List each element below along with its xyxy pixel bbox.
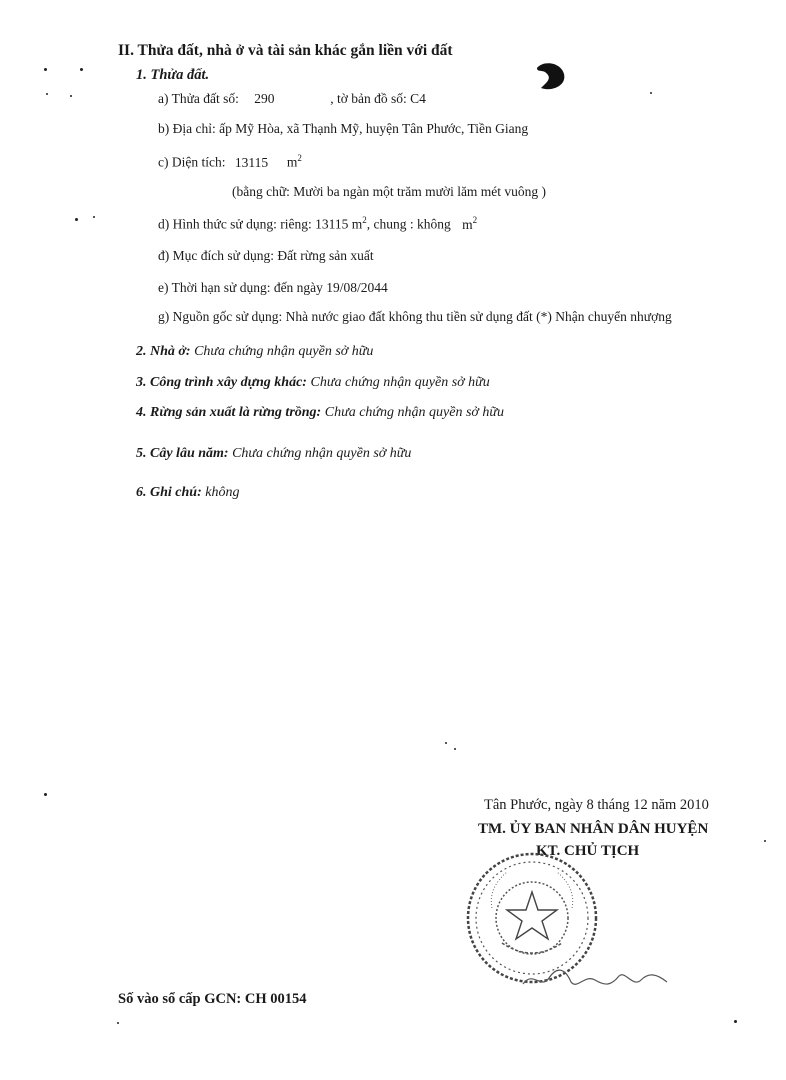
term-line: e) Thời hạn sử dụng: đến ngày 19/08/2044: [158, 280, 388, 295]
scan-speck: [93, 216, 95, 218]
item-house-label: 2. Nhà ở:: [136, 344, 191, 359]
scan-speck: [46, 93, 48, 95]
handwritten-signature-icon: [515, 960, 675, 996]
parcel-number: 290: [254, 91, 275, 106]
item-note: [136, 485, 239, 501]
item-house-value: Chưa chứng nhận quyền sở hữu: [194, 344, 374, 359]
item-perennial: [136, 446, 411, 462]
scan-speck: [44, 793, 47, 796]
area-unit: m: [286, 154, 298, 170]
scan-speck: [445, 742, 447, 744]
item-construction-value: Chưa chứng nhận quyền sở hữu: [310, 375, 490, 390]
area-line: c) Diện tích: 13115 $m^2$: [158, 153, 302, 170]
area-value: 13115: [234, 154, 269, 170]
section-title: II. Thửa đất, nhà ở và tài sản khác gắn liền với đất: [118, 42, 453, 59]
scan-speck: [650, 92, 652, 94]
item-note-label: 6. Ghi chú:: [136, 485, 202, 500]
scan-speck: [454, 748, 456, 750]
usage-form-line: d) Hình thức sử dụng: riêng: 13115 $m^2$, chung : không $m^2$: [158, 215, 478, 232]
origin-line: g) Nguồn gốc sử dụng: Nhà nước giao đất không thu tiền sử dụng đất (*) Nhận chuyển nhượng: [158, 309, 672, 324]
item-note-value: không: [205, 485, 240, 500]
area-in-words: (bằng chữ: Mười ba ngàn một trăm mười lăm mét vuông ): [232, 184, 547, 199]
item-forest-label: 4. Rừng sản xuất là rừng trồng:: [136, 405, 322, 420]
place-date: Tân Phước, ngày 8 tháng 12 năm 2010: [484, 797, 709, 813]
item-construction-label: 3. Công trình xây dựng khác:: [136, 375, 307, 390]
purpose-line: đ) Mục đích sử dụng: Đất rừng sản xuất: [158, 248, 374, 263]
scan-speck: [75, 218, 78, 221]
scan-speck: [734, 1020, 737, 1023]
item-construction: [136, 375, 490, 391]
scan-speck: [764, 840, 766, 842]
area-label: c) Diện tích:: [158, 154, 226, 170]
scan-speck: [44, 68, 47, 71]
usage-private: d) Hình thức sử dụng: riêng: 13115 m: [158, 216, 363, 232]
address-line: b) Địa chỉ: ấp Mỹ Hòa, xã Thạnh Mỹ, huyện Tân Phước, Tiền Giang: [158, 121, 529, 136]
map-sheet: , tờ bản đồ số: C4: [330, 91, 426, 106]
usage-shared-unit: m: [462, 216, 473, 232]
item-house: [136, 344, 373, 360]
scan-speck: [117, 1022, 119, 1024]
signatory-title: KT. CHỦ TỊCH: [536, 843, 640, 859]
item-perennial-value: Chưa chứng nhận quyền sở hữu: [232, 446, 412, 461]
item-forest-value: Chưa chứng nhận quyền sở hữu: [324, 405, 505, 420]
land-heading: 1. Thửa đất.: [136, 67, 210, 83]
authority-name: TM. ỦY BAN NHÂN DÂN HUYỆN: [478, 821, 709, 837]
ink-blot-icon: [533, 60, 567, 92]
usage-shared: , chung : không: [366, 216, 451, 232]
scan-speck: [80, 68, 83, 71]
item-perennial-label: 5. Cây lâu năm:: [136, 446, 229, 461]
parcel-line: [158, 91, 426, 107]
scan-speck: [70, 95, 72, 97]
registry-number: Số vào sổ cấp GCN: CH 00154: [118, 991, 307, 1007]
item-forest: [136, 405, 504, 421]
parcel-label: a) Thửa đất số:: [158, 91, 239, 106]
